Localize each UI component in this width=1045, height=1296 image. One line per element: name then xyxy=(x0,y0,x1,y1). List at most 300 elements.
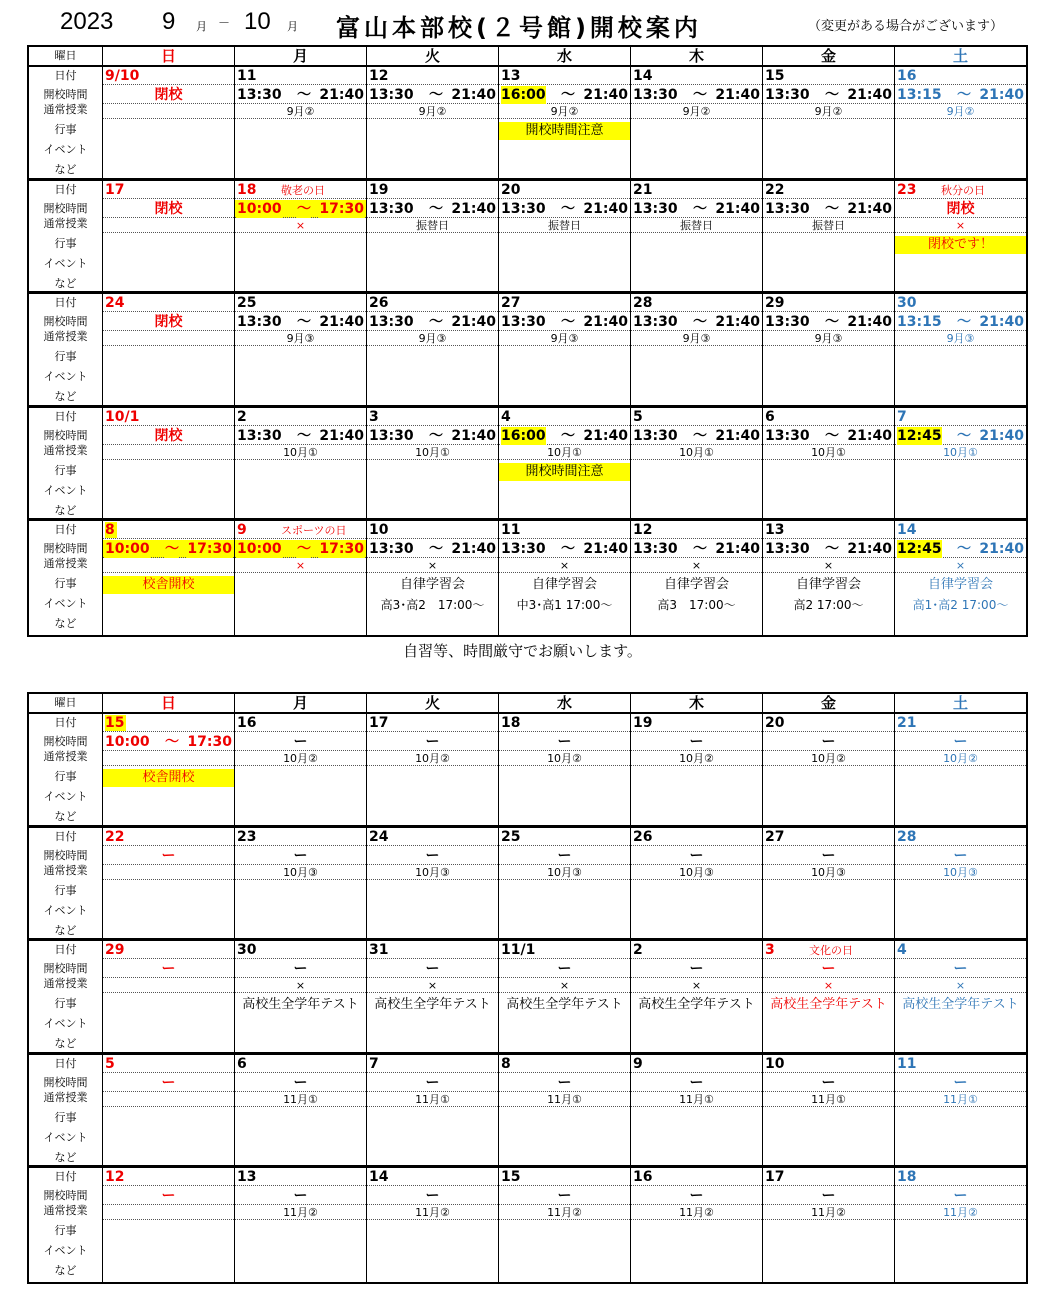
date-label xyxy=(103,714,234,732)
open-end: 21:40 xyxy=(319,427,364,444)
closed-dash: ー xyxy=(953,1188,968,1204)
opening-hours xyxy=(235,960,366,978)
date-number: 29 xyxy=(105,942,125,958)
date-number: 24 xyxy=(369,828,389,845)
dow-cell: 木 xyxy=(631,694,763,712)
opening-hours xyxy=(631,1187,762,1205)
open-tilde: 〜 xyxy=(957,87,971,103)
open-end: 21:40 xyxy=(583,314,628,330)
date-label xyxy=(235,408,366,426)
open-tilde: 〜 xyxy=(957,427,971,444)
dow-cell: 日 xyxy=(103,694,235,712)
open-start: 13:15 xyxy=(897,87,942,103)
date-label xyxy=(763,714,894,732)
date-label xyxy=(631,941,762,959)
regular-class: 振替日 xyxy=(631,218,762,233)
date-number: 25 xyxy=(501,828,521,845)
regular-class: 9月② xyxy=(367,104,498,119)
opening-hours xyxy=(103,733,234,751)
closed-dash: ー xyxy=(425,1074,440,1091)
closed-dash: ー xyxy=(689,847,704,864)
row-label: 開校時間 xyxy=(43,1189,88,1202)
date-number: 20 xyxy=(765,715,785,731)
date-number: 23 xyxy=(237,828,257,845)
dow-cell: 土 xyxy=(952,47,968,65)
day-cell[interactable] xyxy=(763,294,895,405)
day-cell[interactable] xyxy=(631,828,763,939)
date-label xyxy=(367,828,498,846)
row-label: 日付 xyxy=(54,716,77,729)
row-label: イベント xyxy=(43,1017,88,1030)
date-label xyxy=(499,828,630,846)
open-end: 21:40 xyxy=(451,314,496,330)
event-detail: 高1･高2 17:00〜 xyxy=(912,598,1009,612)
date-number: 15 xyxy=(105,715,125,731)
open-tilde: 〜 xyxy=(693,427,707,444)
open-tilde: 〜 xyxy=(297,200,311,217)
open-tilde: 〜 xyxy=(693,200,707,217)
regular-class: 11月② xyxy=(631,1205,762,1220)
day-cell[interactable] xyxy=(499,828,631,939)
row-labels xyxy=(29,294,103,405)
date-label xyxy=(103,181,234,199)
opening-hours xyxy=(895,200,1026,218)
regular-class: × xyxy=(499,978,630,993)
closed-dash: ー xyxy=(161,1188,176,1204)
row-label: 開校時間 xyxy=(43,1075,88,1089)
day-cell[interactable] xyxy=(103,181,235,292)
day-cell[interactable] xyxy=(367,941,499,1052)
regular-class: 10月② xyxy=(895,751,1026,766)
open-end: 17:30 xyxy=(319,200,364,217)
date-number: 14 xyxy=(369,1169,389,1185)
date-label xyxy=(763,521,894,539)
row-label: イベント xyxy=(43,597,88,610)
date-label xyxy=(367,521,498,539)
dow-cell: 金 xyxy=(763,694,895,712)
regular-class: 10月② xyxy=(631,751,762,766)
opening-hours xyxy=(631,86,762,104)
date-label xyxy=(103,1055,234,1073)
regular-class: 10月① xyxy=(499,445,630,460)
day-cell[interactable] xyxy=(367,521,499,635)
calendar-sep-oct xyxy=(27,45,1028,637)
page-header xyxy=(0,0,1045,44)
opening-hours xyxy=(235,427,366,445)
day-cell[interactable] xyxy=(631,714,763,825)
day-cell[interactable] xyxy=(235,1055,367,1166)
day-cell[interactable] xyxy=(763,828,895,939)
day-cell[interactable] xyxy=(631,294,763,405)
dow-cell: 日 xyxy=(103,47,235,65)
closed-dash: ー xyxy=(953,734,968,750)
date-number: 10 xyxy=(369,522,389,538)
regular-class: 10月③ xyxy=(235,865,366,880)
day-cell[interactable] xyxy=(763,408,895,519)
day-cell[interactable] xyxy=(367,67,499,178)
date-number: 30 xyxy=(897,295,917,311)
opening-hours xyxy=(367,86,498,104)
date-label xyxy=(631,67,762,85)
day-cell[interactable] xyxy=(895,294,1026,405)
footer-note: 自習等、時間厳守でお願いします。 xyxy=(403,642,642,660)
month-to: 10 xyxy=(244,8,271,35)
day-cell[interactable] xyxy=(631,181,763,292)
date-label xyxy=(895,67,1026,85)
opening-hours xyxy=(895,1187,1026,1205)
open-end: 21:40 xyxy=(979,314,1024,330)
open-start: 13:30 xyxy=(633,427,678,444)
row-label: 通常授業 xyxy=(43,443,88,457)
date-number: 22 xyxy=(105,828,125,845)
day-cell[interactable] xyxy=(499,67,631,178)
date-label xyxy=(763,294,894,312)
date-label xyxy=(499,181,630,199)
row-label: イベント xyxy=(43,370,88,383)
day-cell[interactable] xyxy=(367,828,499,939)
regular-class xyxy=(103,865,234,880)
opening-hours xyxy=(367,427,498,445)
open-end: 21:40 xyxy=(847,541,892,557)
opening-hours xyxy=(103,86,234,104)
day-cell[interactable] xyxy=(763,1168,895,1282)
row-label: 日付 xyxy=(54,69,77,82)
dow-cell: 土 xyxy=(952,694,968,712)
date-number: 7 xyxy=(897,408,907,425)
date-number: 18 xyxy=(897,1169,917,1185)
open-start: 12:45 xyxy=(897,427,942,444)
day-cell[interactable] xyxy=(631,408,763,519)
date-label xyxy=(367,67,498,85)
day-cell[interactable] xyxy=(631,941,763,1052)
regular-class: × xyxy=(235,978,366,993)
day-cell[interactable] xyxy=(895,67,1026,178)
regular-class: 9月③ xyxy=(235,331,366,346)
regular-class: × xyxy=(895,978,1026,993)
dow-cell: 金 xyxy=(763,47,895,65)
day-cell[interactable] xyxy=(235,181,367,292)
opening-hours xyxy=(103,200,234,218)
opening-hours xyxy=(499,733,630,751)
date-label xyxy=(499,521,630,539)
regular-class: 10月② xyxy=(763,751,894,766)
day-cell[interactable] xyxy=(235,828,367,939)
opening-hours xyxy=(763,1074,894,1092)
date-number: 27 xyxy=(501,295,521,311)
row-labels xyxy=(29,828,103,939)
date-number: 30 xyxy=(237,942,257,958)
day-cell[interactable] xyxy=(631,1055,763,1166)
row-label: など xyxy=(54,1150,77,1164)
row-label: 開校時間 xyxy=(43,201,88,215)
opening-hours xyxy=(103,313,234,331)
open-end: 21:40 xyxy=(979,541,1024,557)
day-cell[interactable] xyxy=(895,181,1026,292)
day-cell[interactable] xyxy=(895,408,1026,519)
date-label xyxy=(103,408,234,426)
regular-class: × xyxy=(235,218,366,233)
day-cell[interactable] xyxy=(895,1168,1026,1282)
date-label xyxy=(499,408,630,426)
day-cell[interactable] xyxy=(499,181,631,292)
day-cell[interactable] xyxy=(895,714,1026,825)
row-label: 通常授業 xyxy=(43,216,88,230)
day-cell[interactable] xyxy=(763,714,895,825)
day-cell[interactable] xyxy=(367,1055,499,1166)
day-cell[interactable] xyxy=(235,1168,367,1282)
row-labels xyxy=(29,714,103,825)
row-label: イベント xyxy=(43,1244,88,1257)
date-number: 20 xyxy=(501,181,521,198)
opening-hours xyxy=(631,200,762,218)
date-number: 28 xyxy=(897,828,917,845)
day-cell[interactable] xyxy=(763,1055,895,1166)
day-cell[interactable] xyxy=(103,408,235,519)
date-label xyxy=(367,1055,498,1073)
date-number: 26 xyxy=(369,295,389,311)
date-number: 24 xyxy=(105,295,125,311)
date-label xyxy=(631,828,762,846)
opening-hours xyxy=(103,847,234,865)
opening-hours xyxy=(631,1074,762,1092)
opening-hours xyxy=(235,200,366,218)
date-number: 18 xyxy=(237,181,257,198)
day-cell[interactable] xyxy=(103,67,235,178)
open-tilde: 〜 xyxy=(957,314,971,330)
regular-class: 11月① xyxy=(895,1092,1026,1107)
opening-hours xyxy=(367,313,498,331)
date-number: 17 xyxy=(369,715,389,731)
regular-class xyxy=(103,978,234,993)
day-cell[interactable] xyxy=(367,714,499,825)
dow-cell: 木 xyxy=(631,47,763,65)
date-label xyxy=(499,294,630,312)
date-label xyxy=(235,1168,366,1186)
date-label xyxy=(235,1055,366,1073)
opening-hours xyxy=(499,1187,630,1205)
day-cell[interactable] xyxy=(763,181,895,292)
day-cell[interactable] xyxy=(895,941,1026,1052)
closed-dash: ー xyxy=(425,961,440,977)
date-label xyxy=(499,67,630,85)
dow-cell: 火 xyxy=(367,47,499,65)
closed-dash: ー xyxy=(821,847,836,864)
day-cell[interactable] xyxy=(103,1055,235,1166)
opening-hours xyxy=(763,960,894,978)
regular-class: 11月① xyxy=(367,1092,498,1107)
open-start: 10:00 xyxy=(105,734,150,750)
day-cell[interactable] xyxy=(499,294,631,405)
date-label xyxy=(895,294,1026,312)
open-start: 13:30 xyxy=(237,427,282,444)
date-label xyxy=(367,941,498,959)
date-number: 12 xyxy=(369,68,389,84)
event-detail: 中3･高1 17:00〜 xyxy=(516,598,613,612)
event-label: 校舎開校 xyxy=(103,769,234,787)
row-label: 行事 xyxy=(54,463,77,477)
opening-hours xyxy=(763,540,894,558)
dow-cell: 火 xyxy=(367,694,499,712)
date-number: 21 xyxy=(897,715,917,731)
closed-dash: ー xyxy=(689,734,704,750)
day-cell[interactable] xyxy=(499,714,631,825)
opening-hours xyxy=(367,200,498,218)
week-row xyxy=(29,941,1026,1055)
open-tilde: 〜 xyxy=(165,541,179,557)
date-label xyxy=(367,294,498,312)
open-tilde: 〜 xyxy=(429,314,443,330)
open-tilde: 〜 xyxy=(297,427,311,444)
event-detail: 高2 17:00〜 xyxy=(793,598,864,612)
row-label: 開校時間 xyxy=(43,542,88,555)
open-start: 13:30 xyxy=(501,200,546,217)
open-end: 21:40 xyxy=(451,541,496,557)
opening-hours xyxy=(367,1187,498,1205)
day-cell[interactable] xyxy=(763,521,895,635)
date-number: 17 xyxy=(765,1169,785,1185)
date-number: 18 xyxy=(501,715,521,731)
row-label: 開校時間 xyxy=(43,962,88,975)
date-label xyxy=(763,181,894,199)
date-label xyxy=(235,941,366,959)
day-cell[interactable] xyxy=(103,294,235,405)
opening-hours xyxy=(763,847,894,865)
date-label xyxy=(895,521,1026,539)
open-tilde: 〜 xyxy=(297,314,311,330)
open-start: 13:30 xyxy=(765,200,810,217)
row-label: 日付 xyxy=(54,1170,77,1183)
day-cell[interactable] xyxy=(103,1168,235,1282)
date-number: 9 xyxy=(633,1055,643,1072)
event-label: 自律学習会 xyxy=(531,577,597,592)
open-tilde: 〜 xyxy=(825,314,839,330)
day-cell[interactable] xyxy=(895,1055,1026,1166)
day-cell[interactable] xyxy=(367,408,499,519)
regular-class: 10月② xyxy=(499,751,630,766)
regular-class: 9月③ xyxy=(631,331,762,346)
day-cell[interactable] xyxy=(367,294,499,405)
closed-label: 閉校 xyxy=(154,200,183,217)
row-label: 開校時間 xyxy=(43,88,88,101)
week-row xyxy=(29,294,1026,408)
day-cell[interactable] xyxy=(763,941,895,1052)
row-label: 日付 xyxy=(54,829,77,843)
date-number: 14 xyxy=(633,68,653,84)
day-cell[interactable] xyxy=(763,67,895,178)
regular-class: 10月① xyxy=(235,445,366,460)
day-cell[interactable] xyxy=(499,941,631,1052)
closed-label: 閉校 xyxy=(154,314,183,330)
open-end: 21:40 xyxy=(319,314,364,330)
opening-hours xyxy=(631,313,762,331)
day-cell[interactable] xyxy=(631,67,763,178)
regular-class: 振替日 xyxy=(367,218,498,233)
day-cell[interactable] xyxy=(367,1168,499,1282)
date-number: 11 xyxy=(897,1055,917,1072)
open-end: 21:40 xyxy=(715,87,760,103)
date-label xyxy=(499,941,630,959)
regular-class: 9月③ xyxy=(499,331,630,346)
open-start: 13:30 xyxy=(237,314,282,330)
date-label xyxy=(235,521,366,539)
change-note: （変更がある場合がございます） xyxy=(808,19,1004,34)
day-cell[interactable] xyxy=(103,941,235,1052)
date-label xyxy=(895,408,1026,426)
date-number: 5 xyxy=(105,1055,115,1072)
row-label: 行事 xyxy=(54,123,77,136)
day-cell[interactable] xyxy=(235,67,367,178)
holiday-name: 文化の日 xyxy=(809,944,853,957)
event-label: 自律学習会 xyxy=(927,577,993,592)
day-cell[interactable] xyxy=(103,828,235,939)
regular-class: × xyxy=(499,558,630,573)
date-number: 3 xyxy=(765,942,775,958)
opening-hours xyxy=(631,733,762,751)
date-label xyxy=(367,714,498,732)
open-tilde: 〜 xyxy=(165,734,179,750)
date-label xyxy=(631,1055,762,1073)
row-labels xyxy=(29,181,103,292)
open-end: 21:40 xyxy=(583,541,628,557)
dow-label: 曜日 xyxy=(29,694,103,712)
date-label xyxy=(235,67,366,85)
row-label: イベント xyxy=(43,790,88,803)
regular-class: 9月② xyxy=(499,104,630,119)
date-label xyxy=(499,1168,630,1186)
date-number: 13 xyxy=(765,522,785,538)
day-cell[interactable] xyxy=(235,294,367,405)
date-number: 7 xyxy=(369,1055,379,1072)
closed-dash: ー xyxy=(425,847,440,864)
day-cell[interactable] xyxy=(235,521,367,635)
regular-class: 9月③ xyxy=(763,331,894,346)
row-label: など xyxy=(54,163,77,176)
open-tilde: 〜 xyxy=(429,427,443,444)
event-label: 自律学習会 xyxy=(399,577,465,592)
regular-class: 11月① xyxy=(631,1092,762,1107)
day-cell[interactable] xyxy=(499,408,631,519)
row-label: 行事 xyxy=(54,1110,77,1124)
date-label xyxy=(631,521,762,539)
closed-dash: ー xyxy=(161,961,176,977)
day-cell[interactable] xyxy=(631,1168,763,1282)
day-cell[interactable] xyxy=(499,521,631,635)
day-cell[interactable] xyxy=(631,521,763,635)
week-row xyxy=(29,408,1026,522)
day-cell[interactable] xyxy=(499,1055,631,1166)
date-label xyxy=(631,408,762,426)
date-label xyxy=(235,181,366,199)
day-cell[interactable] xyxy=(499,1168,631,1282)
event-label: 高校生全学年テスト xyxy=(770,997,887,1012)
open-end: 21:40 xyxy=(847,314,892,330)
day-cell[interactable] xyxy=(235,941,367,1052)
holiday-name: 秋分の日 xyxy=(941,183,985,197)
regular-class: × xyxy=(763,978,894,993)
day-cell[interactable] xyxy=(235,408,367,519)
day-cell[interactable] xyxy=(895,521,1026,635)
day-cell[interactable] xyxy=(895,828,1026,939)
day-cell[interactable] xyxy=(367,181,499,292)
open-tilde: 〜 xyxy=(561,87,575,103)
day-cell[interactable] xyxy=(103,521,235,635)
day-cell[interactable] xyxy=(103,714,235,825)
opening-hours xyxy=(895,540,1026,558)
day-cell[interactable] xyxy=(235,714,367,825)
opening-hours xyxy=(235,313,366,331)
date-number: 12 xyxy=(633,522,653,538)
regular-class: 10月② xyxy=(235,751,366,766)
